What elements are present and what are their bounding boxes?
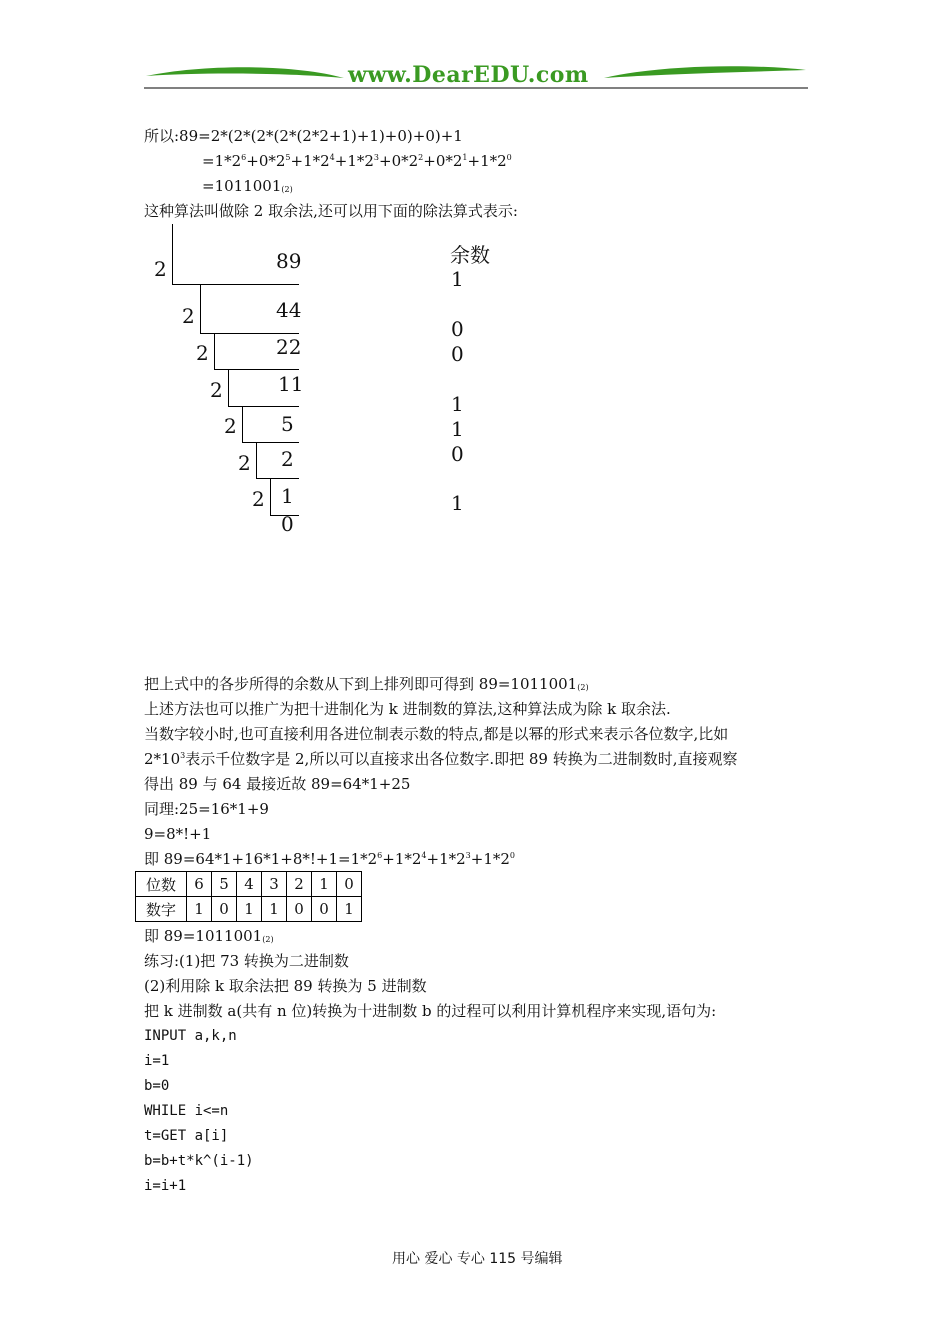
bracket-horizontal-1 — [172, 284, 299, 285]
table-cell: 5 — [212, 872, 237, 897]
divisor: 2 — [238, 451, 251, 475]
code-line: i=1 — [144, 1053, 170, 1069]
code-line: INPUT a,k,n — [144, 1028, 237, 1044]
divisor: 2 — [210, 378, 223, 402]
table-cell: 6 — [187, 872, 212, 897]
divisor: 2 — [182, 304, 195, 328]
paragraph-result: 把上式中的各步所得的余数从下到上排列即可得到 89=1011001(2) — [144, 675, 589, 693]
quotient: 2 — [281, 447, 294, 471]
bracket-vertical-4 — [228, 369, 229, 407]
table-cell: 0 — [312, 897, 337, 922]
program-intro: 把 k 进制数 a(共有 n 位)转换为十进制数 b 的过程可以利用计算机程序来实现,语句为: — [144, 1002, 717, 1020]
paragraph-nine: 9=8*!+1 — [144, 825, 212, 843]
remainder: 1 — [451, 392, 464, 416]
remainder: 1 — [451, 267, 464, 291]
bracket-vertical-5 — [242, 406, 243, 443]
bracket-horizontal-4 — [228, 406, 299, 407]
table-cell: 1 — [187, 897, 212, 922]
table-cell: 1 — [312, 872, 337, 897]
table-cell: 2 — [287, 872, 312, 897]
paragraph-generalization: 上述方法也可以推广为把十进制化为 k 进制数的算法,这种算法成为除 k 取余法. — [144, 700, 671, 718]
code-line: t=GET a[i] — [144, 1128, 229, 1144]
table-row — [136, 897, 362, 922]
bracket-horizontal-6 — [256, 478, 299, 479]
remainder: 1 — [451, 417, 464, 441]
bracket-vertical-2 — [200, 284, 201, 334]
paragraph-direct-line-3: 得出 89 与 64 最接近故 89=64*1+25 — [144, 775, 411, 793]
bracket-horizontal-3 — [214, 369, 299, 370]
site-logo: www.DearEDU.com — [348, 62, 589, 88]
bracket-vertical-7 — [270, 478, 271, 516]
bracket-horizontal-5 — [242, 442, 299, 443]
table-cell: 1 — [262, 897, 287, 922]
quotient: 22 — [276, 335, 302, 359]
table-result: 即 89=1011001(2) — [144, 927, 274, 945]
remainder-header: 余数 — [450, 243, 490, 267]
derivation-line-1: 所以:89=2*(2*(2*(2*(2*2+1)+1)+0)+0)+1 — [144, 127, 463, 145]
quotient: 1 — [281, 484, 294, 508]
table-cell: 1 — [337, 897, 362, 922]
exercise-2: (2)利用除 k 取余法把 89 转换为 5 进制数 — [144, 977, 427, 995]
quotient: 5 — [281, 412, 294, 436]
left-swoosh-icon — [146, 67, 344, 78]
bracket-vertical-3 — [214, 333, 215, 370]
page-footer: 用心 爱心 专心 115 号编辑 — [392, 1251, 563, 1267]
exercise-1: 练习:(1)把 73 转换为二进制数 — [144, 952, 349, 970]
bit-table — [135, 871, 362, 922]
paragraph-expansion: 即 $89=64*1+16*1+8*!+1=1*2^6+1*2^4+1*2^3+1*2^0$ — [144, 850, 516, 868]
paragraph-similarly: 同理:25=16*1+9 — [144, 800, 269, 818]
remainder: 1 — [451, 491, 464, 515]
quotient: 0 — [281, 512, 294, 536]
table-cell: 4 — [237, 872, 262, 897]
remainder: 0 — [451, 317, 464, 341]
table-cell: 位数 — [136, 872, 187, 897]
divisor: 2 — [224, 414, 237, 438]
table-cell: 数字 — [136, 897, 187, 922]
code-line: b=0 — [144, 1078, 170, 1094]
paragraph-direct-line-2: $2*10^3$表示千位数字是 2,所以可以直接求出各位数字.即把 89 转换为二进制数时,直接观察 — [144, 750, 738, 768]
table-cell: 0 — [212, 897, 237, 922]
table-row — [136, 872, 362, 897]
table-cell: 3 — [262, 872, 287, 897]
bracket-vertical-1 — [172, 224, 173, 285]
quotient: 44 — [276, 298, 302, 322]
remainder: 0 — [451, 342, 464, 366]
quotient: 89 — [276, 249, 302, 273]
paragraph-direct-line-1: 当数字较小时,也可直接利用各进位制表示数的特点,都是以幂的形式来表示各位数字,比如 — [144, 725, 729, 743]
table-cell: 0 — [337, 872, 362, 897]
code-line: i=i+1 — [144, 1178, 187, 1194]
table-cell: 0 — [287, 897, 312, 922]
divisor: 2 — [154, 257, 167, 281]
derivation-line-3: =1011001(2) — [202, 177, 293, 195]
remainder: 0 — [451, 442, 464, 466]
divisor: 2 — [196, 341, 209, 365]
quotient: 11 — [278, 372, 304, 396]
derivation-line-2: $=1*2^6+0*2^5+1*2^4+1*2^3+0*2^2+0*2^1+1*2^0$ — [202, 152, 512, 170]
bracket-vertical-6 — [256, 442, 257, 479]
division-intro: 这种算法叫做除 2 取余法,还可以用下面的除法算式表示: — [144, 202, 518, 220]
code-line: b=b+t*k^(i-1) — [144, 1153, 254, 1169]
code-line: WHILE i<=n — [144, 1103, 229, 1119]
table-cell: 1 — [237, 897, 262, 922]
divisor: 2 — [252, 487, 265, 511]
right-swoosh-icon — [604, 66, 806, 78]
